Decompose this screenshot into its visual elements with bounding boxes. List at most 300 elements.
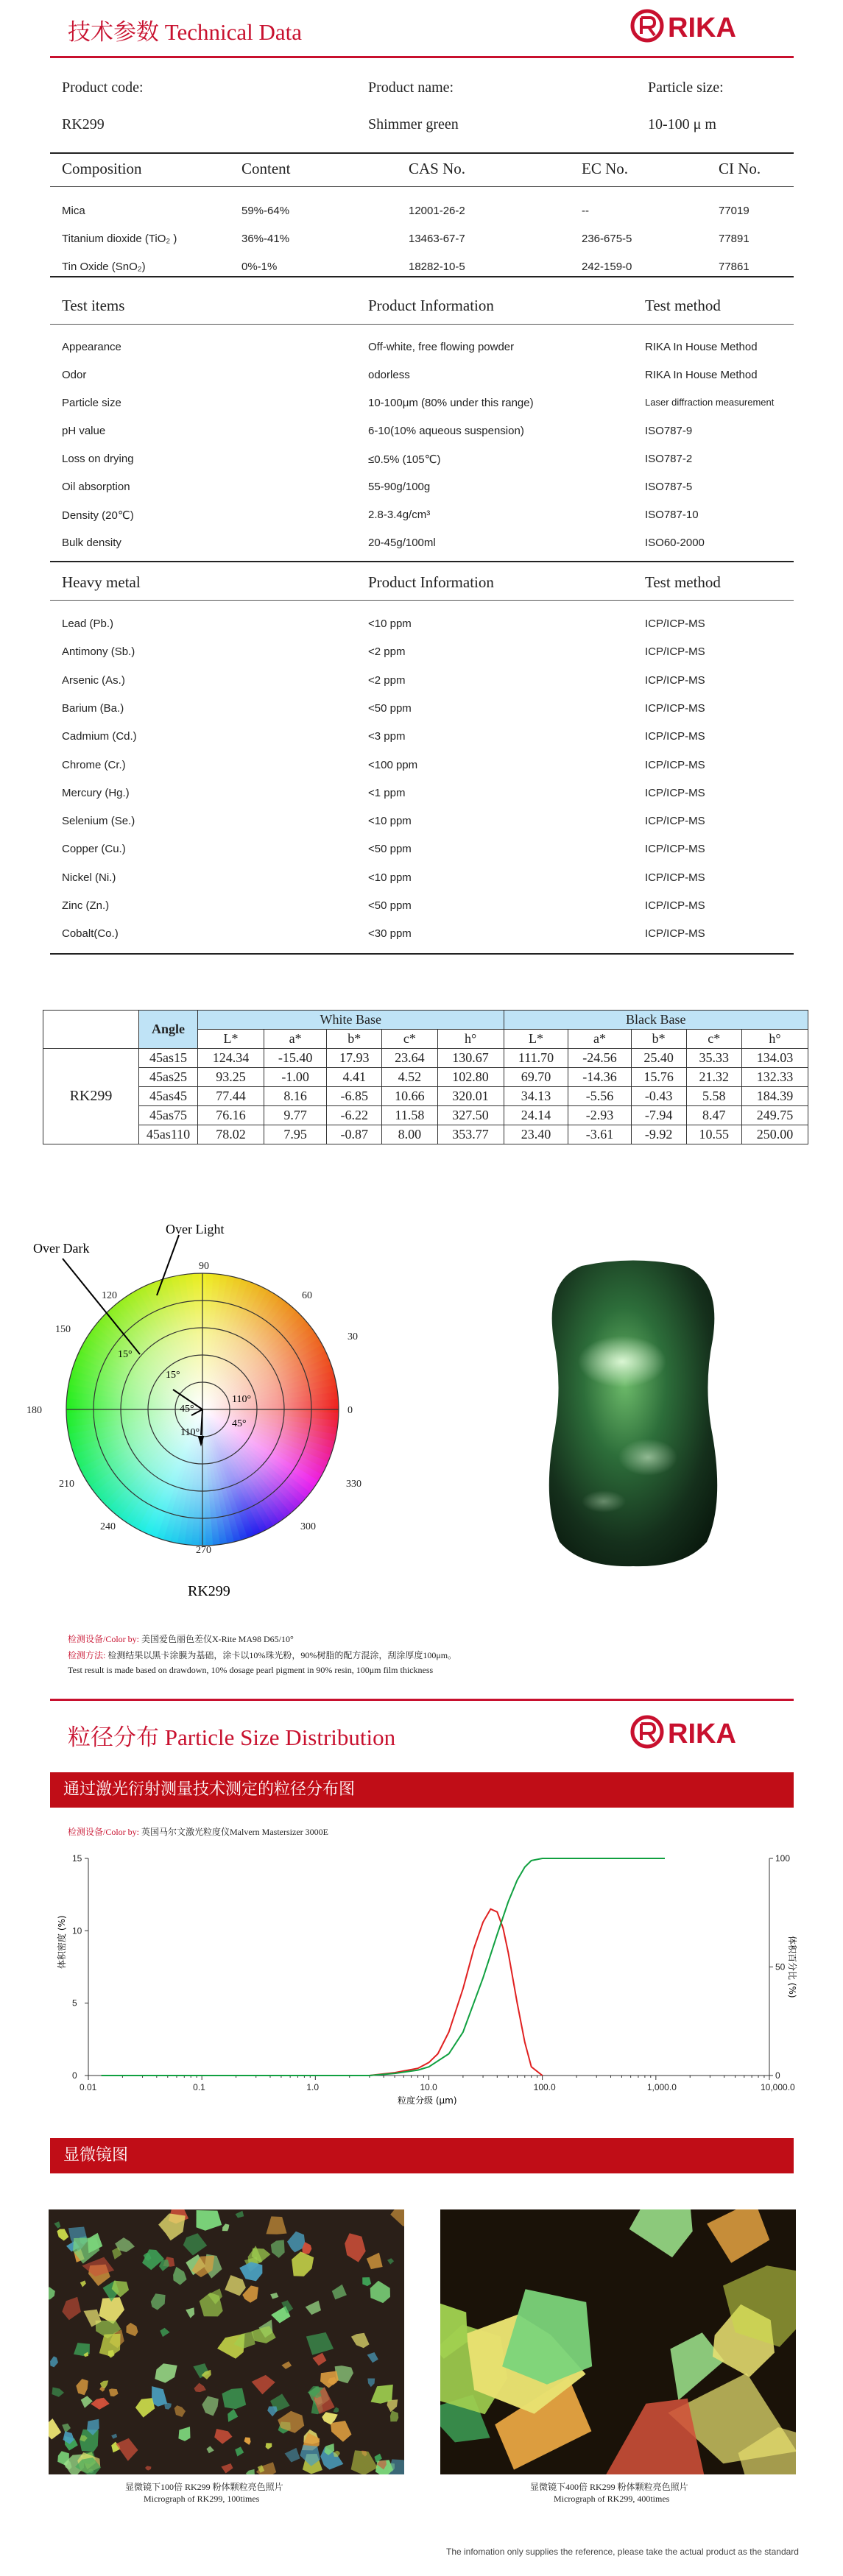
polar-angle-label: 60 <box>302 1290 312 1301</box>
table-row <box>43 1068 808 1087</box>
product-cell: RK299 <box>43 1049 139 1144</box>
flake <box>227 2409 238 2422</box>
heavy-cell: ICP/ICP-MS <box>645 899 705 912</box>
psd-title: 粒径分布 Particle Size Distribution <box>68 1724 396 1750</box>
polar-angle-label: 270 <box>196 1545 211 1556</box>
flake <box>160 2328 169 2337</box>
x-tick-label: 0.01 <box>80 2082 97 2092</box>
method-english: Test result is made based on drawdown, 10% dosage pearl pigment in 90% resin, 100μm film thickness <box>68 1665 434 1675</box>
table-row <box>43 1106 808 1125</box>
color-cell: 184.39 <box>741 1087 808 1106</box>
logo-text: RIKA <box>668 1719 736 1749</box>
color-cell: -3.61 <box>568 1125 631 1144</box>
table-row <box>43 1087 808 1106</box>
composition-cell: 77019 <box>719 205 749 217</box>
divider <box>50 1699 794 1701</box>
divider <box>50 561 794 562</box>
flake <box>99 2334 121 2357</box>
product-name: Shimmer green <box>368 116 459 132</box>
marker-label: 15° <box>166 1370 180 1381</box>
heavy-cell: ICP/ICP-MS <box>645 815 705 828</box>
color-cell: 8.16 <box>264 1087 327 1106</box>
flake <box>306 2301 321 2315</box>
psd-banner: 通过激光衍射测量技术测定的粒径分布图 <box>50 1772 794 1808</box>
composition-cell: 77891 <box>719 233 749 245</box>
color-cell: 45as45 <box>139 1087 198 1106</box>
composition-cell: 36%-41% <box>241 233 290 245</box>
heavy-cell: <1 ppm <box>368 786 406 799</box>
product-name-label: Product name: <box>368 79 454 96</box>
color-cell: 76.16 <box>198 1106 264 1125</box>
heavy-cell: <100 ppm <box>368 758 418 771</box>
composition-cell: 77861 <box>719 261 749 273</box>
flake <box>266 2216 286 2234</box>
flake <box>50 2356 58 2367</box>
polar-angle-label: 0 <box>348 1405 353 1416</box>
flake <box>707 2209 769 2263</box>
col-content: Content <box>241 160 291 177</box>
color-cell: 353.77 <box>437 1125 504 1144</box>
particle-size: 10-100 μ m <box>648 116 716 132</box>
flake <box>80 2280 86 2287</box>
color-cell: 45as25 <box>139 1068 198 1087</box>
flake <box>202 2396 219 2416</box>
micrograph-100x <box>49 2209 404 2474</box>
color-cell: -6.22 <box>327 1106 382 1125</box>
flake <box>390 2410 398 2421</box>
y-right-tick-label: 0 <box>775 2070 780 2081</box>
test-cell: 55-90g/100g <box>368 481 431 493</box>
flake <box>52 2388 64 2397</box>
flake <box>331 2421 352 2442</box>
flake <box>387 2258 394 2264</box>
psd-equipment-note <box>68 1825 328 1838</box>
divider <box>50 186 794 187</box>
micrograph-400x-caption-cn: 显微镜下400倍 RK299 粉体颗粒亮色照片 <box>530 2482 688 2492</box>
test-cell: 6-10(10% aqueous suspension) <box>368 425 524 437</box>
divider <box>50 600 794 601</box>
flake <box>222 2388 247 2409</box>
table-row <box>43 1125 808 1144</box>
flake <box>345 2233 366 2262</box>
test-cell: Particle size <box>62 397 121 409</box>
micrograph-400x <box>440 2209 796 2474</box>
psd-series-1-line <box>102 1858 665 2076</box>
flake <box>370 2281 390 2303</box>
color-cell: -1.00 <box>264 1068 327 1087</box>
heavy-cell: Mercury (Hg.) <box>62 786 130 799</box>
method-note <box>68 1649 456 1661</box>
psd-series-0-line <box>102 1909 543 2076</box>
flake <box>252 2375 275 2394</box>
flake <box>135 2398 155 2418</box>
micrograph-400x-caption-en: Micrograph of RK299, 400times <box>554 2494 670 2504</box>
angle-header: Angle <box>139 1011 198 1049</box>
heavy-cell: ICP/ICP-MS <box>645 645 705 659</box>
flake <box>57 2229 68 2241</box>
color-cell: -15.40 <box>264 1049 327 1068</box>
flake <box>246 2469 255 2474</box>
flake <box>271 2240 285 2258</box>
col-test-method: Test method <box>645 297 721 314</box>
color-cell: -2.93 <box>568 1106 631 1125</box>
color-cell: 23.40 <box>504 1125 568 1144</box>
flake <box>270 2293 278 2299</box>
color-cell: 111.70 <box>504 1049 568 1068</box>
logo-text: RIKA <box>668 13 736 43</box>
heavy-cell: <2 ppm <box>368 645 406 659</box>
color-cell: 45as15 <box>139 1049 198 1068</box>
y-right-tick-label: 50 <box>775 1961 786 1972</box>
flake <box>285 2448 300 2463</box>
color-cell: 8.00 <box>382 1125 437 1144</box>
test-cell: 20-45g/100ml <box>368 537 436 549</box>
color-cell: 21.32 <box>686 1068 741 1087</box>
heavy-cell: ICP/ICP-MS <box>645 730 705 743</box>
color-cell: 35.33 <box>686 1049 741 1068</box>
color-cell: 8.47 <box>686 1106 741 1125</box>
flake <box>183 2233 207 2255</box>
flake <box>158 2213 186 2240</box>
color-col-header: a* <box>264 1030 327 1049</box>
composition-cell: Tin Oxide (SnO₂) <box>62 261 146 273</box>
heavy-cell: ICP/ICP-MS <box>645 927 705 941</box>
polar-angle-label: 240 <box>100 1521 116 1532</box>
product-code: RK299 <box>62 116 105 132</box>
color-col-header: L* <box>504 1030 568 1049</box>
color-cell: 4.41 <box>327 1068 382 1087</box>
marker-label: 45° <box>232 1418 247 1429</box>
heavy-cell: <10 ppm <box>368 618 412 630</box>
test-cell: Laser diffraction measurement <box>645 397 775 408</box>
polar-angle-label: 330 <box>346 1479 361 1490</box>
flake <box>292 2251 314 2276</box>
flake <box>306 2332 334 2355</box>
color-col-header: a* <box>568 1030 631 1049</box>
micrograph-400x-image <box>440 2209 796 2474</box>
test-cell: pH value <box>62 425 106 437</box>
col-test-items: Test items <box>62 297 125 314</box>
heavy-cell: <30 ppm <box>368 927 412 941</box>
test-cell: Appearance <box>62 341 121 353</box>
color-cell: 4.52 <box>382 1068 437 1087</box>
psd-y-left-label: 体积密度 (%) <box>57 1915 67 1969</box>
heavy-cell: Barium (Ba.) <box>62 701 124 715</box>
color-cell: 327.50 <box>437 1106 504 1125</box>
color-cell: 5.58 <box>686 1087 741 1106</box>
micrograph-100x-image <box>49 2209 404 2474</box>
col-ec: EC No. <box>582 160 628 177</box>
col-heavy-metal: Heavy metal <box>62 573 141 591</box>
color-cell: -5.56 <box>568 1087 631 1106</box>
color-cell: -0.43 <box>631 1087 686 1106</box>
color-col-header: c* <box>382 1030 437 1049</box>
heavy-cell: <3 ppm <box>368 730 406 743</box>
flake <box>62 2297 81 2321</box>
method-label: 检测方法: <box>68 1650 106 1660</box>
color-cell: 9.77 <box>264 1106 327 1125</box>
color-cell: -0.87 <box>327 1125 382 1144</box>
flake <box>126 2323 138 2336</box>
test-cell: ISO60-2000 <box>645 537 705 549</box>
flake <box>99 2297 124 2324</box>
heavy-cell: Zinc (Zn.) <box>62 899 110 912</box>
heavy-cell: <50 ppm <box>368 843 412 856</box>
y-left-tick-label: 15 <box>72 1853 82 1864</box>
flake <box>239 2262 262 2281</box>
flake <box>390 2209 404 2226</box>
psd-chart <box>29 1840 825 2134</box>
black-base-header: Black Base <box>504 1011 808 1030</box>
marker-label: 110° <box>232 1394 252 1405</box>
color-cell: 78.02 <box>198 1125 264 1144</box>
color-cell: -14.36 <box>568 1068 631 1087</box>
x-tick-label: 10,000.0 <box>761 2082 795 2092</box>
flake <box>236 2211 244 2218</box>
x-tick-label: 100.0 <box>533 2082 556 2092</box>
flake <box>334 2451 340 2458</box>
test-cell: Bulk density <box>62 537 121 549</box>
flake <box>281 2361 292 2369</box>
flake <box>371 2385 393 2404</box>
test-cell: RIKA In House Method <box>645 341 758 353</box>
drawdown-sample-image <box>537 1259 729 1568</box>
flake <box>235 2446 244 2456</box>
flake <box>151 2293 166 2310</box>
equipment-text: 美国爱色丽色差仪X-Rite MA98 D65/10° <box>141 1634 294 1644</box>
flake <box>502 2289 592 2385</box>
color-col-header: L* <box>198 1030 264 1049</box>
blank-cell <box>43 1011 139 1049</box>
polar-angle-label: 90 <box>199 1261 209 1272</box>
test-cell: 2.8-3.4g/cm³ <box>368 509 431 521</box>
y-left-tick-label: 10 <box>72 1925 82 1936</box>
x-tick-label: 1.0 <box>306 2082 320 2092</box>
x-tick-label: 10.0 <box>420 2082 437 2092</box>
over-dark-label: Over Dark <box>33 1241 90 1256</box>
test-cell: ISO787-2 <box>645 453 693 465</box>
color-polar-diagram <box>22 1222 405 1604</box>
test-cell: Oil absorption <box>62 481 130 493</box>
color-cell: 24.14 <box>504 1106 568 1125</box>
color-cell: -9.92 <box>631 1125 686 1144</box>
flake <box>109 2388 119 2396</box>
col-heavy-method: Test method <box>645 573 721 591</box>
color-data-table <box>43 1010 808 1144</box>
over-light-label: Over Light <box>166 1222 225 1236</box>
test-cell: odorless <box>368 369 410 381</box>
micrograph-100x-caption-cn: 显微镜下100倍 RK299 粉体颗粒亮色照片 <box>125 2482 283 2492</box>
color-cell: -6.85 <box>327 1087 382 1106</box>
heavy-cell: ICP/ICP-MS <box>645 758 705 771</box>
composition-cell: Titanium dioxide (TiO₂ ) <box>62 233 177 245</box>
flake <box>367 2253 383 2270</box>
color-cell: 132.33 <box>741 1068 808 1087</box>
heavy-cell: Chrome (Cr.) <box>62 758 126 771</box>
composition-cell: 12001-26-2 <box>409 205 465 217</box>
polar-angle-label: 120 <box>102 1290 117 1301</box>
composition-cell: 18282-10-5 <box>409 261 465 273</box>
polar-angle-label: 180 <box>27 1405 42 1416</box>
marker-label: 15° <box>118 1349 133 1360</box>
flake <box>111 2434 117 2439</box>
flake <box>362 2277 371 2286</box>
color-col-header: b* <box>631 1030 686 1049</box>
flake <box>155 2363 177 2382</box>
white-base-header: White Base <box>198 1011 504 1030</box>
y-left-tick-label: 0 <box>72 2070 77 2081</box>
equipment-note <box>68 1632 294 1645</box>
flake <box>266 2443 272 2449</box>
flake <box>76 2379 88 2395</box>
equipment-label: 检测设备/Color by: <box>68 1634 140 1644</box>
color-cell: 25.40 <box>631 1049 686 1068</box>
heavy-cell: <2 ppm <box>368 673 406 687</box>
composition-cell: 236-675-5 <box>582 233 632 245</box>
polar-angle-label: 30 <box>348 1331 358 1342</box>
rika-logo <box>629 1713 791 1750</box>
heavy-cell: ICP/ICP-MS <box>645 618 705 630</box>
flake <box>197 2210 222 2231</box>
heavy-cell: <50 ppm <box>368 701 412 715</box>
color-cell: -7.94 <box>631 1106 686 1125</box>
flake <box>49 2418 61 2440</box>
flake <box>313 2353 327 2366</box>
flake <box>629 2209 693 2257</box>
color-cell: 11.58 <box>382 1106 437 1125</box>
color-cell: 93.25 <box>198 1068 264 1087</box>
flake <box>602 2399 705 2474</box>
flake <box>267 2407 278 2417</box>
product-code-label: Product code: <box>62 79 144 96</box>
test-cell: 10-100μm (80% under this range) <box>368 397 534 409</box>
footer-note: The infomation only supplies the reference, please take the actual product as the standard <box>446 2547 799 2557</box>
composition-cell: -- <box>582 205 589 217</box>
test-cell: ISO787-9 <box>645 425 693 437</box>
test-cell: RIKA In House Method <box>645 369 758 381</box>
heavy-cell: Nickel (Ni.) <box>62 871 116 884</box>
flake <box>206 2446 214 2453</box>
color-cell: 34.13 <box>504 1087 568 1106</box>
particle-size-label: Particle size: <box>648 79 724 96</box>
col-cas: CAS No. <box>409 160 466 177</box>
test-cell: ISO787-10 <box>645 509 699 521</box>
psd-x-label: 粒度分级 (μm) <box>398 2095 457 2106</box>
flake <box>62 2424 71 2433</box>
heavy-cell: ICP/ICP-MS <box>645 843 705 856</box>
composition-cell: 13463-67-7 <box>409 233 465 245</box>
heavy-cell: Cadmium (Cd.) <box>62 730 137 743</box>
heavy-cell: Copper (Cu.) <box>62 843 126 856</box>
polar-angle-label: 150 <box>55 1324 71 1335</box>
color-cell: 23.64 <box>382 1049 437 1068</box>
flake <box>244 2438 251 2445</box>
color-cell: 10.66 <box>382 1087 437 1106</box>
micrograph-banner: 显微镜图 <box>50 2138 794 2173</box>
polar-angle-label: 210 <box>59 1479 74 1490</box>
color-cell: 17.93 <box>327 1049 382 1068</box>
flake <box>173 2267 187 2285</box>
composition-cell: 59%-64% <box>241 205 290 217</box>
heavy-cell: ICP/ICP-MS <box>645 701 705 715</box>
color-cell: 45as110 <box>139 1125 198 1144</box>
color-cell: 320.01 <box>437 1087 504 1106</box>
flake <box>91 2398 109 2410</box>
flake <box>186 2307 194 2318</box>
color-cell: 10.55 <box>686 1125 741 1144</box>
divider <box>50 324 794 325</box>
flake <box>54 2221 60 2229</box>
flake <box>367 2379 375 2388</box>
test-cell: Off-white, free flowing powder <box>368 341 515 353</box>
heavy-cell: <10 ppm <box>368 871 412 884</box>
flake <box>194 2383 206 2393</box>
marker-label: 110° <box>180 1427 200 1438</box>
color-cell: 7.95 <box>264 1125 327 1144</box>
color-col-header: c* <box>686 1030 741 1049</box>
test-cell: Density (20℃) <box>62 509 134 522</box>
psd-equipment-text: 英国马尔文激光粒度仪Malvern Mastersizer 3000E <box>141 1827 328 1837</box>
table-row <box>43 1049 808 1068</box>
col-heavy-info: Product Information <box>368 573 494 591</box>
color-cell: -24.56 <box>568 1049 631 1068</box>
psd-equipment-label: 检测设备/Color by: <box>68 1827 140 1837</box>
polar-product: RK299 <box>188 1583 230 1599</box>
color-cell: 130.67 <box>437 1049 504 1068</box>
heavy-cell: Lead (Pb.) <box>62 618 114 630</box>
color-cell: 15.76 <box>631 1068 686 1087</box>
y-left-tick-label: 5 <box>72 1998 77 2009</box>
composition-cell: 242-159-0 <box>582 261 632 273</box>
divider <box>50 953 794 955</box>
color-cell: 124.34 <box>198 1049 264 1068</box>
flake <box>221 2463 233 2474</box>
x-tick-label: 1,000.0 <box>646 2082 677 2092</box>
heavy-cell: Arsenic (As.) <box>62 673 125 687</box>
color-cell: 102.80 <box>437 1068 504 1087</box>
flake <box>174 2405 186 2417</box>
heavy-cell: <10 ppm <box>368 815 412 828</box>
flake <box>387 2399 398 2412</box>
heavy-cell: <50 ppm <box>368 899 412 912</box>
x-tick-label: 0.1 <box>193 2082 205 2092</box>
flake <box>81 2396 93 2408</box>
flake <box>145 2466 151 2470</box>
page-title: 技术参数 Technical Data <box>68 19 303 45</box>
heavy-cell: Cobalt(Co.) <box>62 927 119 941</box>
flake <box>351 2333 370 2349</box>
header-divider <box>50 56 794 58</box>
psd-y-right-label: 体积百分比 (%) <box>787 1936 797 1998</box>
divider <box>50 276 794 277</box>
flake <box>214 2429 232 2444</box>
test-cell: Odor <box>62 369 87 381</box>
test-cell: Loss on drying <box>62 453 134 465</box>
divider <box>50 152 794 154</box>
col-composition: Composition <box>62 160 142 177</box>
polar-angle-label: 300 <box>300 1521 316 1532</box>
test-cell: ISO787-5 <box>645 481 693 493</box>
flake <box>334 2407 339 2413</box>
color-col-header: h° <box>741 1030 808 1049</box>
color-cell: 77.44 <box>198 1087 264 1106</box>
heavy-cell: ICP/ICP-MS <box>645 786 705 799</box>
rika-logo <box>629 7 791 44</box>
color-cell: 249.75 <box>741 1106 808 1125</box>
color-col-header: h° <box>437 1030 504 1049</box>
heavy-cell: ICP/ICP-MS <box>645 871 705 884</box>
heavy-cell: ICP/ICP-MS <box>645 673 705 687</box>
